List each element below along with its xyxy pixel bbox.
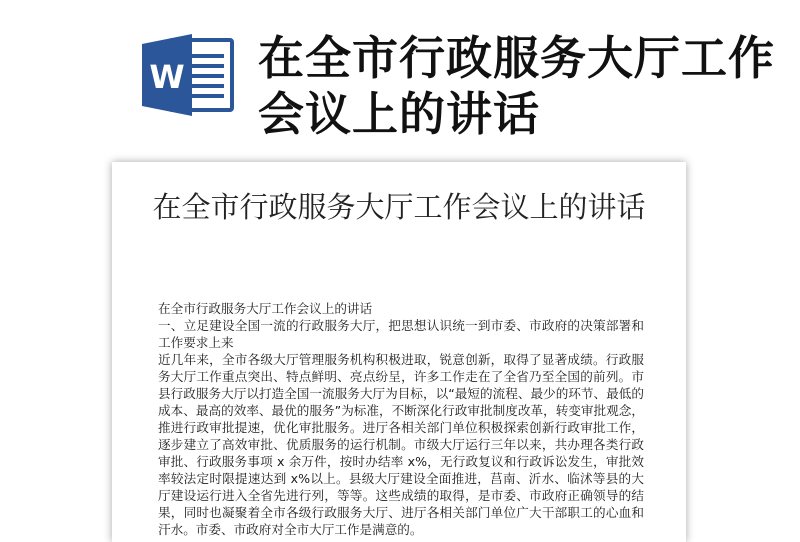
document-body [158, 300, 644, 538]
paragraph: 在全市行政服务大厅工作会议上的讲话 [158, 301, 373, 316]
document-title: 在全市行政服务大厅工作会议上的讲话 [152, 190, 646, 224]
svg-text:W: W [149, 58, 185, 96]
banner-title: 在全市行政服务大厅工作会议上的讲话 [258, 31, 775, 141]
paragraph: 一、立足建设全国一流的行政服务大厅，把思想认识统一到市委、市政府的决策部署和工作要求上来 [158, 318, 644, 350]
document-page [112, 162, 686, 542]
word-document-icon [140, 34, 234, 116]
header-banner [0, 0, 800, 150]
paragraph: 近几年来，全市各级大厅管理服务机构积极进取，锐意创新，取得了显著成绩。行政服务大厅工作重点突出、特点鲜明、亮点纷呈，许多工作走在了全省乃至全国的前列。市县行政服务大厅以打造全国一流服务大厅为目标，以“最短的流程、最少的环节、最低的成本、最高的效率、最优的服务”为标准，不断深化行政审批制度改革，转变审批观念，推进行政审批提速，优化审批服务。进厅各相关部门单位积极探索创新行政审批工作，逐步建立了高效审批、优质服务的运行机制。市级大厅运行三年以来，共办理各类行政审批、行政服务事项 x 余万件，按时办结率 x%，无行政复议和行政诉讼发生，审批效率较法定时限提速达到 x%以上。县级大厅建设全面推进，莒南、沂水、临沭等县的大厅建设运行进入全省先进行列，等等。这些成绩的取得，是市委、市政府正确领导的结果，同时也凝聚着全市各级行政服务大厅、进厅各相关部门单位广大干部职工的心血和汗水。市委、市政府对全市大厅工作是满意的。 [158, 352, 644, 537]
